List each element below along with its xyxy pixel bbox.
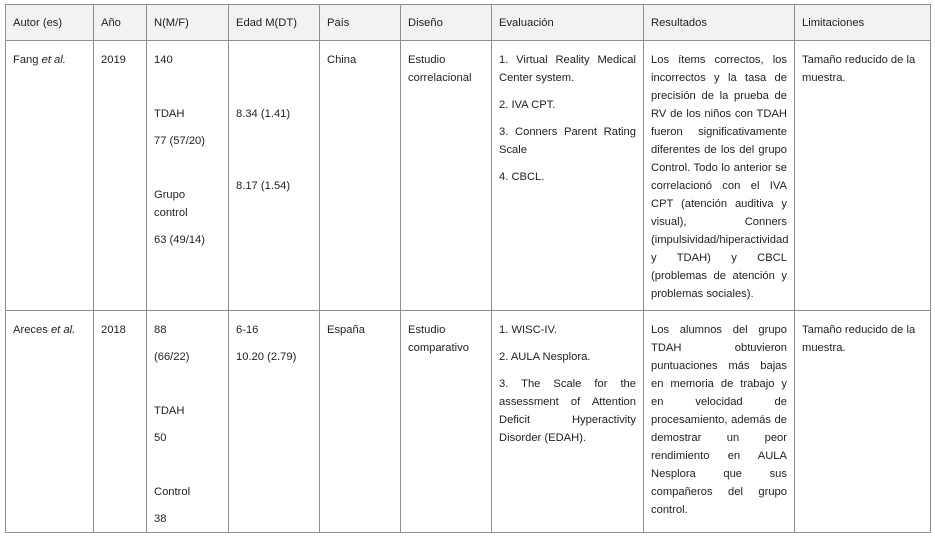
- table-row: [6, 311, 930, 532]
- cell-age: [229, 311, 320, 532]
- evaluation-item: 3. The Scale for the assessment of Attention Deficit Hyperactivity Disorder (EDAH).: [499, 378, 636, 444]
- cell-country: China: [320, 41, 401, 310]
- cell-evaluation: [492, 311, 644, 532]
- author-suffix: et al.: [41, 54, 66, 66]
- header-evaluation: Evaluación: [492, 5, 644, 40]
- sample-group2-label: Grupo control: [154, 189, 188, 219]
- author-suffix: et al.: [50, 324, 76, 336]
- author-name: Fang: [13, 54, 39, 66]
- sample-total-split: (66/22): [154, 351, 190, 363]
- evaluation-item: 4. CBCL.: [499, 171, 545, 183]
- sample-group2-value: 38: [154, 513, 167, 525]
- cell-design: Estudio correlacional: [401, 41, 492, 310]
- header-year: Año: [94, 5, 147, 40]
- evaluation-item: 3. Conners Parent Rating Scale: [499, 126, 636, 156]
- evaluation-item: 1. Virtual Reality Medical Center system.: [499, 54, 636, 84]
- evaluation-item: 1. WISC-IV.: [499, 324, 558, 336]
- cell-sample: [147, 311, 229, 532]
- sample-group1-value: 77 (57/20): [154, 135, 205, 147]
- age-range: 6-16: [236, 324, 259, 336]
- sample-total: 88: [154, 324, 167, 336]
- sample-group2-label: Control: [154, 486, 191, 498]
- table-row: [6, 41, 930, 311]
- cell-evaluation: [492, 41, 644, 310]
- studies-table: [5, 4, 931, 533]
- header-age: Edad M(DT): [229, 5, 320, 40]
- cell-limitations: Tamaño reducido de la muestra.: [802, 54, 916, 84]
- cell-country: España: [320, 311, 401, 532]
- cell-results: Los alumnos del grupo TDAH obtuvieron puntuaciones más bajas en memoria de trabajo y en velocidad de procesamiento, además de demostrar un peor rendimiento en AULA Nesplora que sus compañeros del grupo control.: [644, 311, 795, 532]
- header-limitations: Limitaciones: [802, 17, 865, 29]
- cell-design: Estudio comparativo: [401, 311, 492, 532]
- author-name: Areces: [13, 324, 48, 336]
- sample-total: 140: [154, 54, 173, 66]
- age-mean: 10.20 (2.79): [236, 351, 297, 363]
- sample-group1-label: TDAH: [154, 108, 185, 120]
- evaluation-item: 2. AULA Nesplora.: [499, 351, 591, 363]
- cell-author: [6, 311, 94, 532]
- header-country: País: [320, 5, 401, 40]
- cell-age: [229, 41, 320, 310]
- table-header-row: [6, 5, 930, 41]
- sample-group1-label: TDAH: [154, 405, 185, 417]
- sample-group1-value: 50: [154, 432, 167, 444]
- cell-year: 2019: [94, 41, 147, 310]
- cell-results: Los ítems correctos, los incorrectos y la tasa de precisión de la prueba de RV de los niños con TDAH fueron significativamente diferentes de los del grupo Control. Todo lo anterior se correlacionó con el IVA CPT (atención auditiva y visual), Conners (impulsividad/hiperactividad y TDAH) y CBCL (problemas de atención y problemas sociales).: [644, 41, 795, 310]
- evaluation-item: 2. IVA CPT.: [499, 99, 556, 111]
- cell-sample: [147, 41, 229, 310]
- cell-limitations: Tamaño reducido de la muestra.: [802, 324, 916, 354]
- cell-year: 2018: [94, 311, 147, 532]
- header-results: Resultados: [644, 5, 795, 40]
- header-sample: N(M/F): [147, 5, 229, 40]
- header-design: Diseño: [401, 5, 492, 40]
- age-group1: 8.34 (1.41): [236, 108, 291, 120]
- cell-author: [6, 41, 94, 310]
- header-author: Autor (es): [6, 5, 94, 40]
- age-group2: 8.17 (1.54): [236, 180, 291, 192]
- sample-group2-value: 63 (49/14): [154, 234, 205, 246]
